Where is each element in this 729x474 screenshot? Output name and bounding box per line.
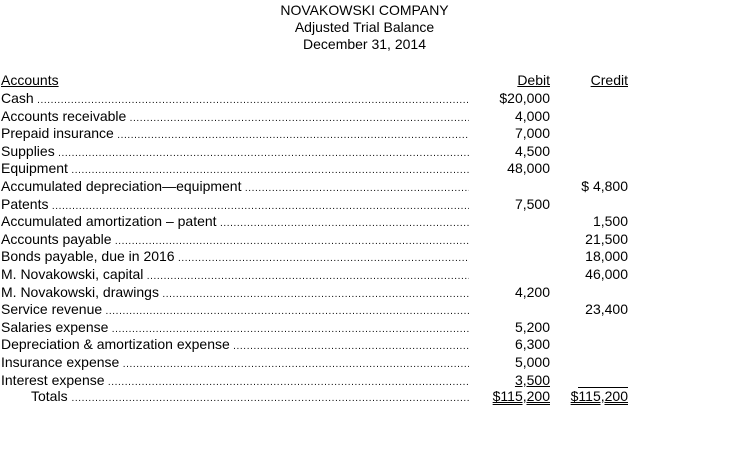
totals-row <box>0 387 729 405</box>
totals-credit: $115,200 <box>570 388 628 404</box>
account-name: Accounts payable ..... <box>1 230 469 251</box>
credit-amount: 21,500 <box>585 231 628 247</box>
table-row <box>0 247 729 265</box>
debit-amount: 4,200 <box>514 284 550 300</box>
debit-amount: 7,000 <box>514 125 550 141</box>
debit-amount: 5,000 <box>514 354 550 370</box>
totals-label: Totals ..... <box>1 387 469 408</box>
account-name: Supplies ..... <box>1 142 469 163</box>
table-row <box>0 195 729 213</box>
table-row <box>0 212 729 230</box>
debit-amount: 4,000 <box>514 108 550 124</box>
table-row <box>0 300 729 318</box>
table-row <box>0 353 729 371</box>
debit-amount: $20,000 <box>499 90 550 106</box>
totals-debit: $115,200 <box>492 388 550 404</box>
account-name: Insurance expense ..... <box>1 353 469 374</box>
credit-amount: 46,000 <box>585 266 628 282</box>
account-name: Accumulated amortization – patent ..... <box>1 212 469 233</box>
statement-title: Adjusted Trial Balance <box>294 19 435 35</box>
account-name: Accumulated depreciation—equipment ..... <box>1 177 469 198</box>
credit-amount: 23,400 <box>585 301 628 317</box>
credit-amount: $ 4,800 <box>581 178 628 194</box>
credit-amount: 1,500 <box>592 213 628 229</box>
statement-date: December 31, 2014 <box>303 36 426 52</box>
table-row <box>0 335 729 353</box>
table-row <box>0 124 729 142</box>
account-name: Accounts receivable ..... <box>1 107 469 128</box>
table-row <box>0 265 729 283</box>
table-row <box>0 283 729 301</box>
credit-column-header: Credit <box>590 72 628 88</box>
table-row <box>0 107 729 125</box>
debit-amount: 48,000 <box>507 160 550 176</box>
account-name: Cash ..... <box>1 89 469 110</box>
table-row <box>0 230 729 248</box>
table-row <box>0 89 729 107</box>
account-name: Bonds payable, due in 2016 ..... <box>1 247 469 268</box>
debit-amount: 5,200 <box>514 319 550 335</box>
debit-amount: 4,500 <box>514 143 550 159</box>
table-row <box>0 177 729 195</box>
debit-amount: 3,500 <box>514 372 550 388</box>
debit-amount: 6,300 <box>514 336 550 352</box>
account-name: M. Novakowski, drawings ..... <box>1 283 469 304</box>
company-name: NOVAKOWSKI COMPANY <box>280 2 449 18</box>
column-header-row <box>0 71 729 89</box>
credit-amount: 18,000 <box>585 248 628 264</box>
account-name: Service revenue ..... <box>1 300 469 321</box>
table-row <box>0 159 729 177</box>
table-row <box>0 318 729 336</box>
account-name: Depreciation & amortization expense ..... <box>1 335 469 356</box>
account-name: M. Novakowski, capital ..... <box>1 265 469 286</box>
account-name: Salaries expense ..... <box>1 318 469 339</box>
account-name: Prepaid insurance ..... <box>1 124 469 145</box>
account-name: Interest expense ..... <box>1 371 469 392</box>
debit-column-header: Debit <box>517 72 550 88</box>
table-row <box>0 142 729 160</box>
account-name: Equipment ..... <box>1 159 469 180</box>
debit-amount: 7,500 <box>514 196 550 212</box>
accounts-column-header: Accounts <box>1 72 59 88</box>
account-name: Patents ..... <box>1 195 469 216</box>
